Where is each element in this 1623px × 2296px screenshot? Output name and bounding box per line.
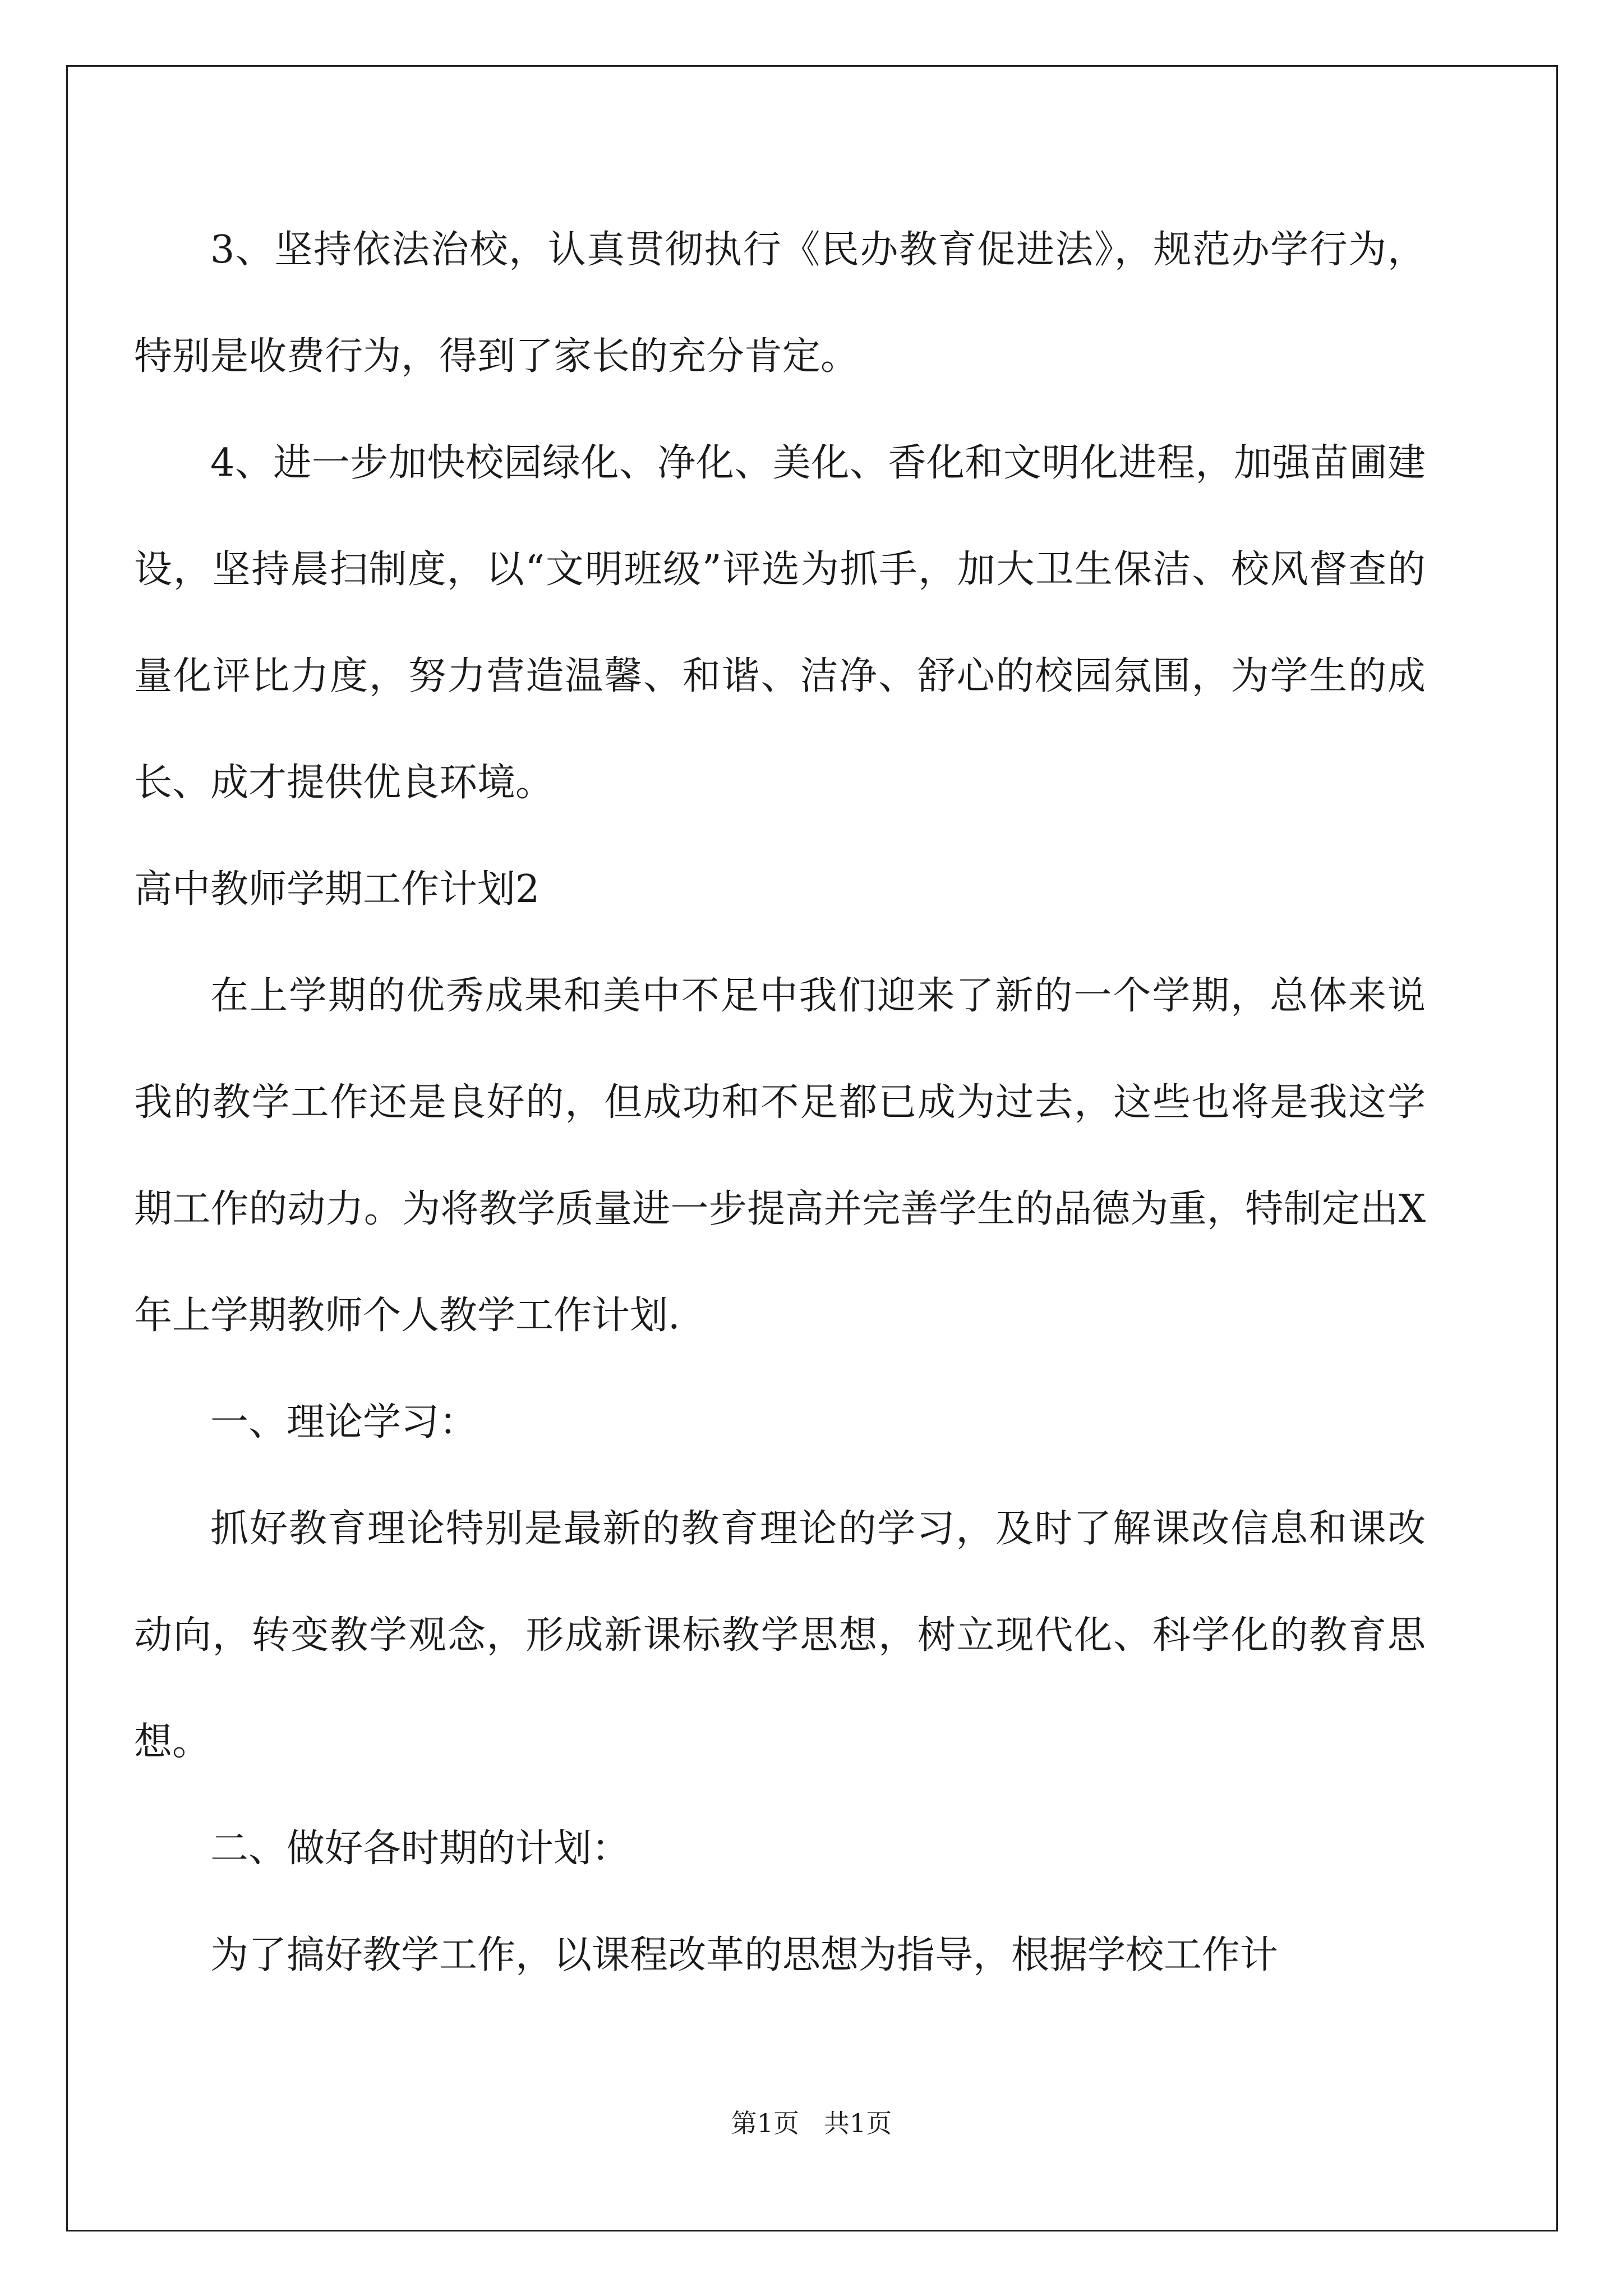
paragraph-period-plans: 为了搞好教学工作，以课程改革的思想为指导，根据学校工作计 [210,1933,1279,1977]
paragraph-theory-study: 抓好教育理论特别是最新的教育理论的学习，及时了解课改信息和课改动向，转变教学观念，形成新课标教学思想，树立现代化、科学化的教育思想。 [134,1507,1426,1764]
subheading-period-plans: 二、做好各时期的计划： [210,1826,630,1871]
paragraph-intro: 在上学期的优秀成果和美中不足中我们迎来了新的一个学期，总体来说我的教学工作还是良好的，但成功和不足都已成为过去，这些也将是我这学期工作的动力。为将教学质量进一步提高并完善学生的品德为重，特制定出X年上学期教师个人教学工作计划. [134,974,1426,1338]
paragraph-item-3: 3、坚持依法治校，认真贯彻执行《民办教育促进法》，规范办学行为，特别是收费行为，得到了家长的充分肯定。 [134,228,1426,379]
page-number: 第1页 [731,2108,799,2138]
document-body [134,197,1426,2009]
page-footer [0,2106,1623,2140]
subheading-theory-study: 一、理论学习： [210,1400,478,1444]
paragraph-item-4: 4、进一步加快校园绿化、净化、美化、香化和文明化进程，加强苗圃建设，坚持晨扫制度，以“文明班级”评选为抓手，加大卫生保洁、校风督查的量化评比力度，努力营造温馨、和谐、洁净、舒心的校园氛围，为学生的成长、成才提供优良环境。 [134,441,1426,805]
page-total: 共1页 [824,2108,892,2138]
section-heading: 高中教师学期工作计划2 [134,867,540,912]
